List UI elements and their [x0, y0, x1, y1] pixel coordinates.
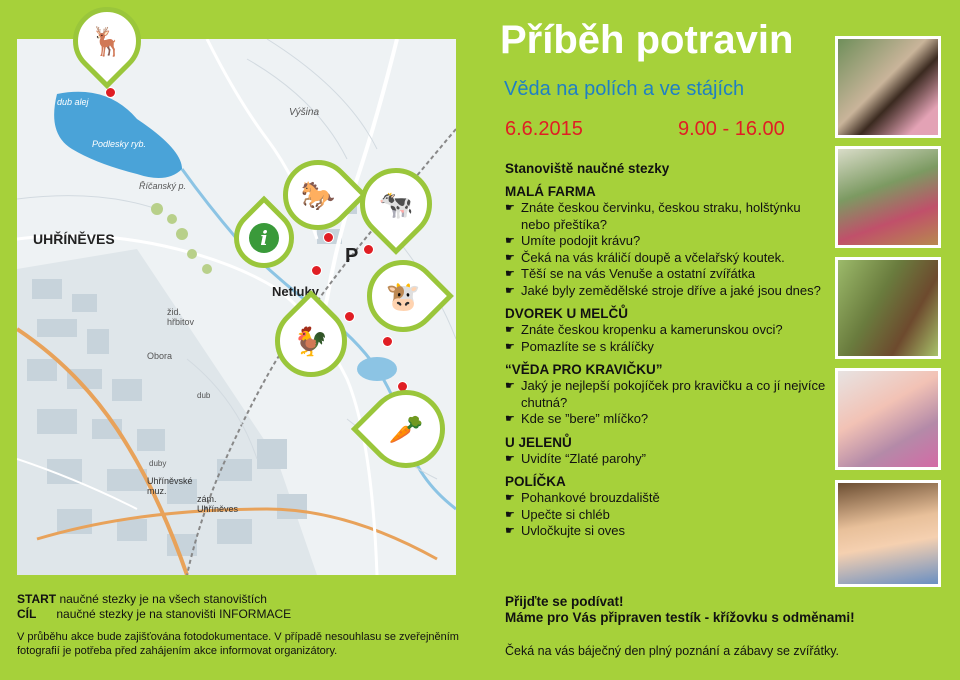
- list-item: ☛ Upečte si chléb: [505, 507, 830, 524]
- cil-label: CÍL: [17, 606, 37, 621]
- horse-icon: 🐎: [300, 179, 336, 211]
- map-pin-cows[interactable]: [382, 336, 393, 347]
- photo-child-pet: [835, 368, 941, 470]
- start-label: START: [17, 592, 57, 606]
- list-item: ☛ Jaké byly zemědělské stroje dříve a jaké jsou dnes?: [505, 283, 830, 300]
- footer-invite: [505, 594, 945, 658]
- photo-children-rabbits: [835, 146, 941, 248]
- map-label-obora: Obora: [147, 351, 173, 361]
- list-item: ☛ Uvidíte “Zlaté parohy”: [505, 451, 830, 468]
- map-label-uhrineves: UHŘÍNĚVES: [33, 231, 115, 247]
- section-title: POLÍČKA: [505, 474, 566, 489]
- map-pin-horse[interactable]: [323, 232, 334, 243]
- photo-cows: [835, 257, 941, 359]
- photo-goat: [835, 36, 941, 138]
- map-label-parking: P: [345, 245, 359, 267]
- invite-line-1: Přijďte se podívat!: [505, 594, 624, 609]
- start-text: naučné stezky je na všech stanovištích: [59, 592, 267, 606]
- stations-heading: Stanoviště naučné stezky: [505, 161, 670, 176]
- photo-child-crying: [835, 480, 941, 587]
- list-item: ☛ Pohankové brouzdaliště: [505, 490, 830, 507]
- deer-icon: 🦌: [89, 25, 125, 57]
- map-label-zid-hrbitov: žid. hřbitov: [167, 307, 195, 327]
- list-item: ☛ Čeká na vás králičí doupě a včelařský koutek.: [505, 250, 830, 267]
- list-item: ☛ Znáte českou červinku, českou straku, holštýnku nebo přeštíka?: [505, 200, 830, 233]
- map-label-ricanka: Říčanský p.: [139, 181, 187, 191]
- cows-icon: 🐮: [385, 280, 421, 312]
- section-title: U JELENŮ: [505, 434, 572, 450]
- map-label-dub-alej: dub alej: [57, 97, 89, 107]
- photo-note: V průběhu akce bude zajišťována fotodokumentace. V případě nesouhlasu se zveřejněním fotografií je potřeba před zahájením akce informovat organizátory.: [17, 631, 459, 657]
- invite-line-2: Máme pro Vás připraven testík - křížovku s odměnami!: [505, 610, 855, 625]
- map-label-dub: dub: [197, 391, 211, 400]
- cil-text: naučné stezky je na stanovišti INFORMACE: [56, 606, 292, 621]
- section-dvorek: [505, 305, 830, 355]
- map-label-muzeum: Uhříněvské muz.: [147, 476, 193, 496]
- list-item: ☛ Pomazlíte se s králíčky: [505, 339, 830, 356]
- list-item: ☛ Umíte podojit krávu?: [505, 233, 830, 250]
- map-label-podleky: Podlesky ryb.: [92, 139, 147, 149]
- section-policka: [505, 473, 830, 540]
- list-item: ☛ Těší se na vás Venuše a ostatní zvířátka: [505, 266, 830, 283]
- stations-list: [505, 160, 830, 540]
- section-mala-farma: [505, 183, 830, 299]
- page-subtitle: Věda na polích a ve stájích: [504, 78, 745, 100]
- map-label-zamek: zám. Uhříněves: [197, 494, 239, 514]
- info-icon: i: [239, 213, 289, 263]
- footer-info: [17, 592, 487, 658]
- chicken-icon: 🐓: [293, 325, 329, 357]
- section-veda: [505, 361, 830, 428]
- map-pin-chickens[interactable]: [344, 311, 355, 322]
- list-item: ☛ Kde se ”bere” mlíčko?: [505, 411, 830, 428]
- map-pin-cow[interactable]: [363, 244, 374, 255]
- vegetables-icon: 🥕: [388, 413, 424, 445]
- map-label-duby: duby: [149, 459, 167, 468]
- closing-line: Čeká na vás báječný den plný poznání a zábavy se zvířátky.: [505, 644, 839, 658]
- event-time: 9.00 - 16.00: [678, 118, 785, 140]
- map-label-netluky: Netluky: [272, 284, 319, 299]
- event-date: 6.6.2015: [505, 118, 583, 140]
- map-pin-info[interactable]: [311, 265, 322, 276]
- cow-icon: 🐄: [378, 188, 414, 220]
- section-jeleni: [505, 434, 830, 468]
- list-item: ☛ Uvločkujte si oves: [505, 523, 830, 540]
- list-item: ☛ Jaký je nejlepší pokojíček pro kravičku a co jí nejvíce chutná?: [505, 378, 830, 411]
- section-title: DVOREK U MELČŮ: [505, 306, 629, 321]
- list-item: ☛ Znáte českou kropenku a kamerunskou ovci?: [505, 322, 830, 339]
- section-title: MALÁ FARMA: [505, 184, 596, 199]
- section-title: “VĚDA PRO KRAVIČKU”: [505, 362, 663, 377]
- page-title: Příběh potravin: [500, 18, 794, 62]
- map-label-vysina: Výšina: [289, 107, 320, 118]
